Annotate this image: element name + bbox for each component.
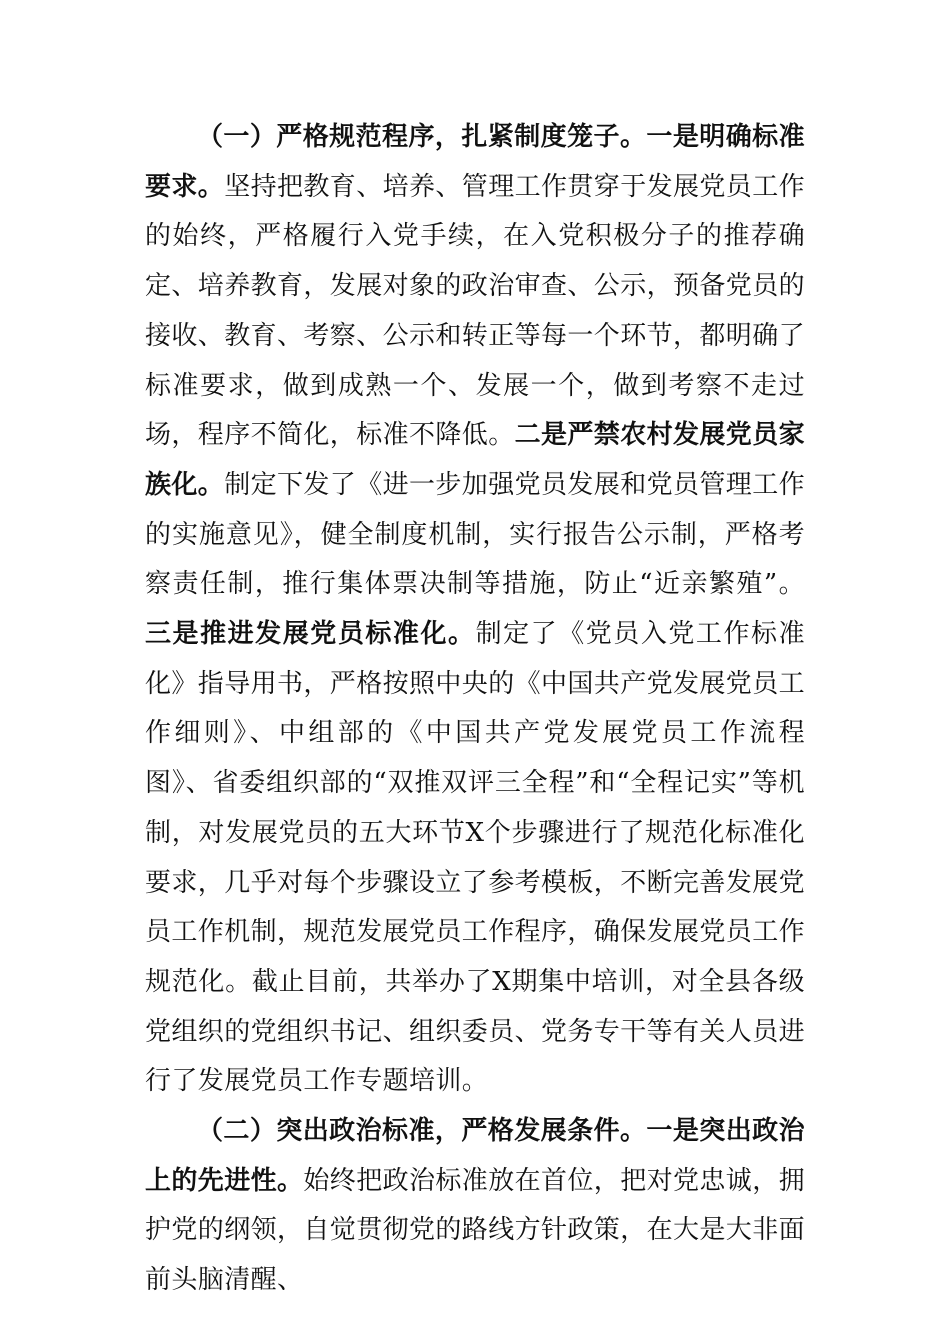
section-heading-1: （一）严格规范程序，扎紧制度笼子。一是明确标准要求。	[145, 122, 805, 202]
document-body	[145, 113, 805, 1306]
subpoint-heading: 三是推进发展党员标准化。	[145, 619, 476, 650]
subpoint-heading: 二是严禁农村发展党员家族化。	[145, 420, 806, 500]
paragraph-text: 坚持把教育、培养、管理工作贯穿于发展党员工作的始终，严格履行入党手续，在入党积极分子的推荐确定、培养教育，发展对象的政治审查、公示，预备党员的接收、教育、考察、公示和转正等每一个环节，都明确了标准要求，做到成熟一个、发展一个，做到考察不走过场，程序不简化，标准不降低。	[145, 171, 806, 451]
paragraph-text: 始终把政治标准放在首位，把对党忠诚，拥护党的纲领，自觉贯彻党的路线方针政策，在大是大非面前头脑清醒、	[145, 1165, 806, 1296]
paragraph-1	[145, 113, 805, 1107]
paragraph-2	[145, 1107, 805, 1306]
paragraph-text: 制定下发了《进一步加强党员发展和党员管理工作的实施意见》，健全制度机制，实行报告公示制，严格考察责任制，推行集体票决制等措施，防止“近亲繁殖”。	[145, 469, 806, 600]
paragraph-text: 制定了《党员入党工作标准化》指导用书，严格按照中央的《中国共产党发展党员工作细则》、中组部的《中国共产党发展党员工作流程图》、省委组织部的“双推双评三全程”和“全程记实”等机制，对发展党员的五大环节X个步骤进行了规范化标准化要求，几乎对每个步骤设立了参考模板，不断完善发展党员工作机制，规范发展党员工作程序，确保发展党员工作规范化。截止目前，共举办了X期集中培训，对全县各级党组织的党组织书记、组织委员、党务专干等有关人员进行了发展党员工作专题培训。	[145, 619, 806, 1097]
section-heading-2: （二）突出政治标准，严格发展条件。一是突出政治上的先进性。	[145, 1116, 805, 1196]
